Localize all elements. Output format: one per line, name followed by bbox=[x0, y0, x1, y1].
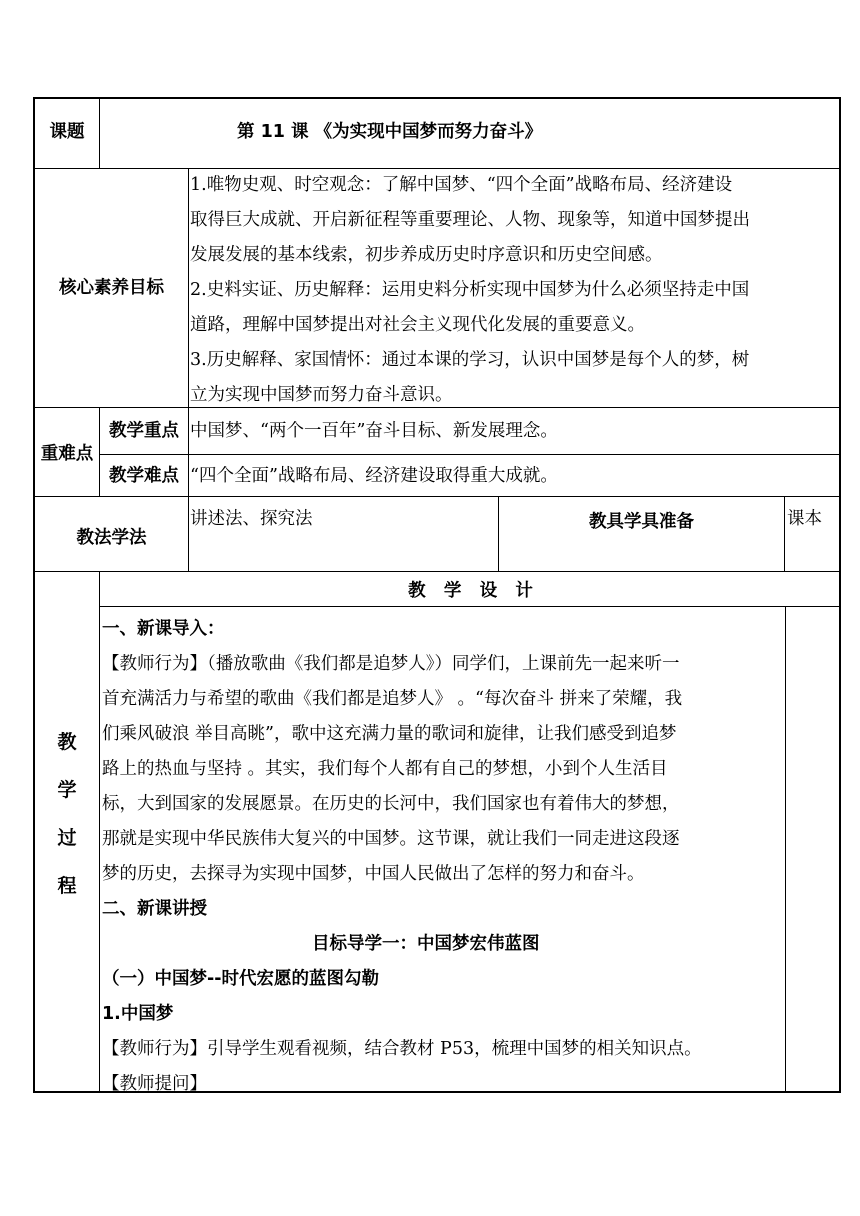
design-title: 教 学 设 计 bbox=[408, 581, 533, 601]
goal-line: 立为实现中国梦而努力奋斗意识。 bbox=[190, 385, 453, 405]
goals-text bbox=[190, 168, 750, 413]
goal-line: 3.历史解释、家国情怀：通过本课的学习，认识中国梦是每个人的梦，树 bbox=[190, 350, 750, 370]
column-divider bbox=[784, 496, 785, 572]
process-label bbox=[35, 730, 99, 922]
intro-line: 标，大到国家的发展愿景。在历史的长河中，我们国家也有着伟大的梦想， bbox=[102, 794, 680, 814]
column-divider bbox=[785, 606, 786, 1093]
intro-line: 路上的热血与坚持 。其实，我们每个人都有自己的梦想，小到个人生活目 bbox=[102, 759, 668, 779]
goal-line: 1.唯物史观、时空观念：了解中国梦、“四个全面”战略布局、经济建设 bbox=[190, 175, 733, 195]
difficulty-label: 教学难点 bbox=[109, 466, 179, 486]
difficulty-text: “四个全面”战略布局、经济建设取得重大成就。 bbox=[190, 466, 558, 486]
process-label-char: 教 bbox=[57, 731, 77, 753]
focus-text: 中国梦、“两个一百年”奋斗目标、新发展理念。 bbox=[190, 421, 558, 441]
section-heading: 二、新课讲授 bbox=[102, 899, 207, 919]
focus-label: 教学重点 bbox=[109, 421, 179, 441]
teacher-question: 【教师提问】 bbox=[102, 1074, 207, 1094]
intro-line: 【教师行为】（播放歌曲《我们都是追梦人》）同学们，上课前先一起来听一 bbox=[102, 654, 680, 674]
intro-line: 梦的历史，去探寻为实现中国梦，中国人民做出了怎样的努力和奋斗。 bbox=[102, 864, 645, 884]
goal-line: 道路，理解中国梦提出对社会主义现代化发展的重要意义。 bbox=[190, 315, 645, 335]
teacher-action: 【教师行为】引导学生观看视频，结合教材 P53，梳理中国梦的相关知识点。 bbox=[102, 1039, 702, 1059]
tools-label: 教具学具准备 bbox=[589, 512, 694, 532]
intro-line: 那就是实现中华民族伟大复兴的中国梦。这节课，就让我们一同走进这段逐 bbox=[102, 829, 680, 849]
process-content bbox=[102, 612, 702, 1102]
goal-line: 取得巨大成就、开启新征程等重要理论、人物、现象等，知道中国梦提出 bbox=[190, 210, 750, 230]
topic-label: 课题 bbox=[49, 122, 85, 142]
key-points-label: 重难点 bbox=[40, 444, 94, 464]
goal-line: 2.史料实证、历史解释：运用史料分析实现中国梦为什么必须坚持走中国 bbox=[190, 280, 750, 300]
goal-line: 发展发展的基本线索，初步养成历史时序意识和历史空间感。 bbox=[190, 245, 663, 265]
column-divider bbox=[188, 168, 189, 572]
process-label-char: 程 bbox=[57, 875, 77, 897]
goal-heading: 目标导学一：中国梦宏伟蓝图 bbox=[312, 934, 540, 954]
item-heading: 1.中国梦 bbox=[102, 1004, 174, 1024]
intro-line: 首充满活力与希望的歌曲《我们都是追梦人》 。“每次奋斗 拼来了荣耀，我 bbox=[102, 689, 683, 709]
lesson-title: 第 11 课 《为实现中国梦而努力奋斗》 bbox=[237, 122, 543, 142]
row-divider bbox=[99, 454, 841, 455]
section-heading: 一、新课导入： bbox=[102, 619, 225, 639]
methods-label: 教法学法 bbox=[76, 528, 147, 548]
column-divider bbox=[99, 571, 100, 1093]
row-divider bbox=[33, 571, 841, 572]
process-label-char: 学 bbox=[57, 779, 77, 801]
sub-heading: （一）中国梦--时代宏愿的蓝图勾勒 bbox=[102, 969, 380, 989]
process-label-char: 过 bbox=[57, 827, 77, 849]
column-divider bbox=[99, 97, 100, 169]
goals-label: 核心素养目标 bbox=[59, 278, 164, 298]
row-divider bbox=[33, 496, 841, 497]
tools-value: 课本 bbox=[787, 509, 822, 529]
intro-line: 们乘风破浪 举目高眺”，歌中这充满力量的歌词和旋律，让我们感受到追梦 bbox=[102, 724, 677, 744]
methods-value: 讲述法、探究法 bbox=[190, 509, 313, 529]
